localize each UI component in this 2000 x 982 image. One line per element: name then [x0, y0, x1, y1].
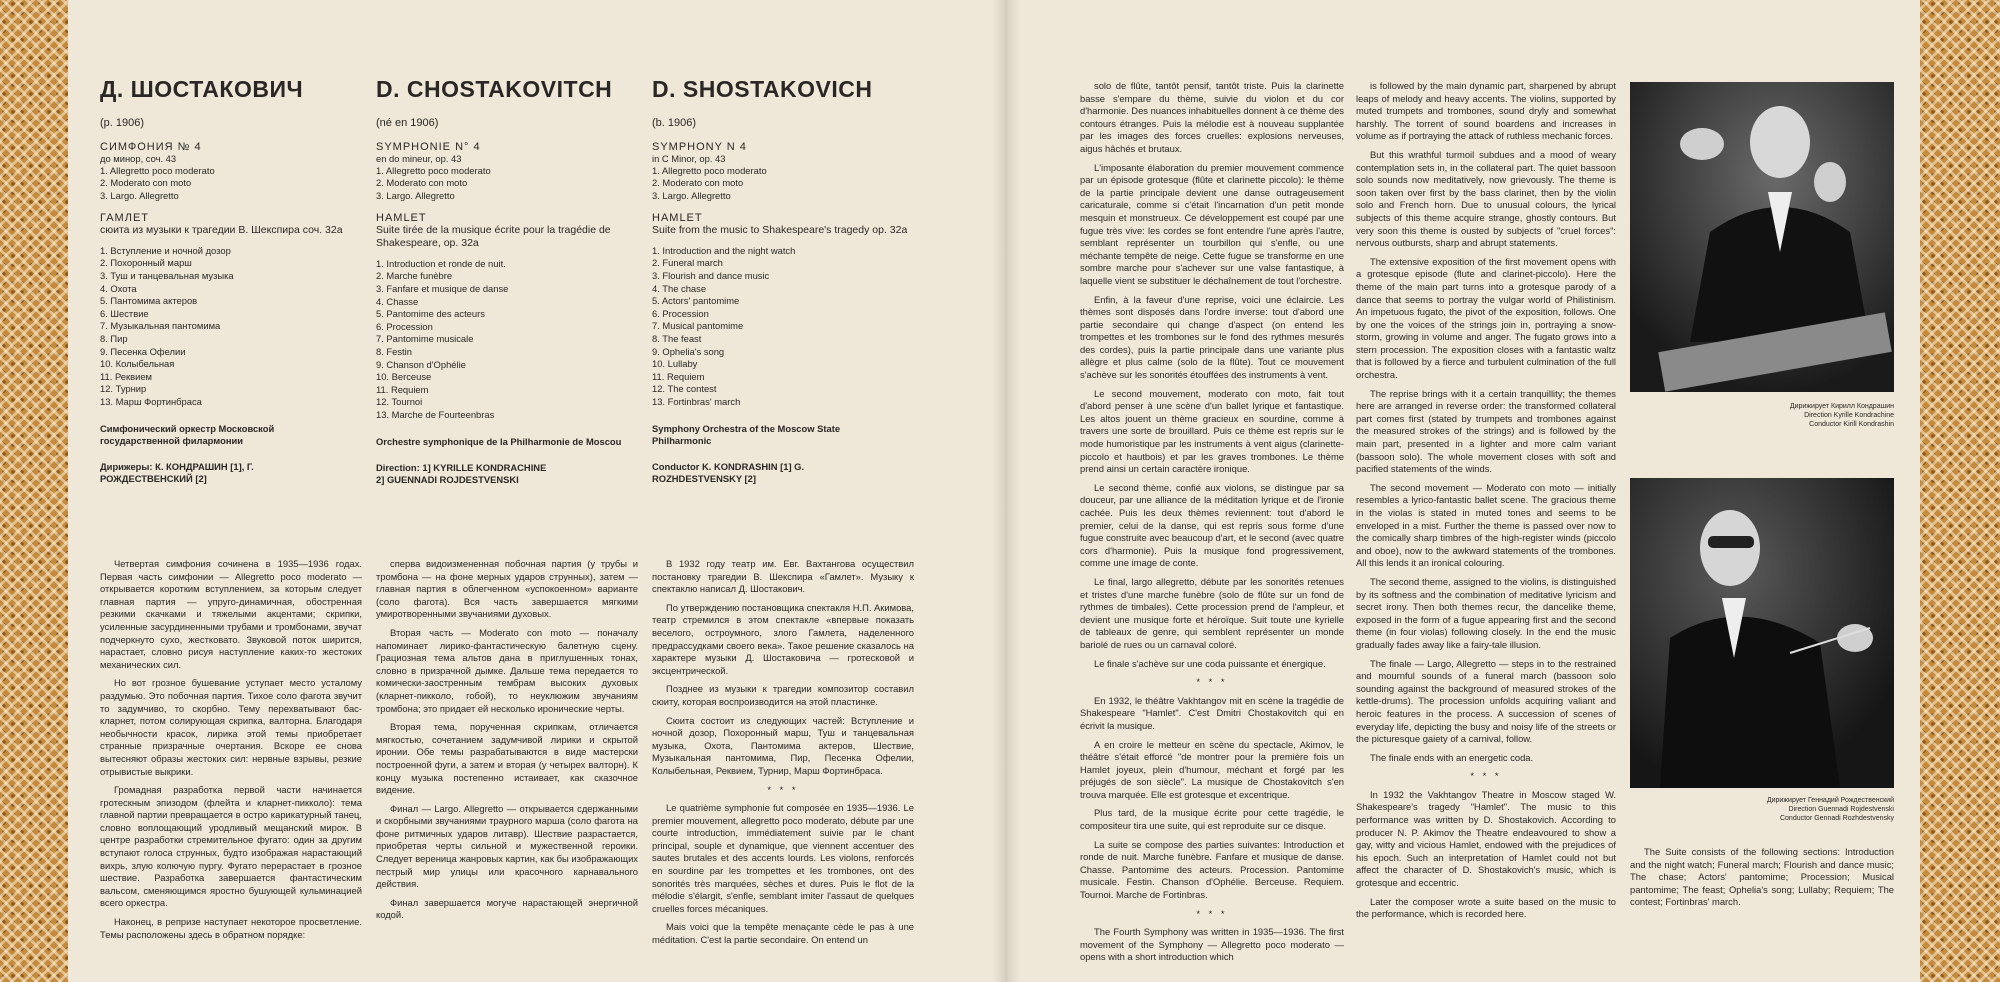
- text-column-ru-2: [376, 558, 638, 921]
- suite-item: 1. Introduction and the night watch: [652, 244, 796, 256]
- movement-list: [652, 165, 914, 202]
- center-fold: [992, 0, 1020, 982]
- orchestra-credit: Симфонический оркестр Московской государственной филармонии: [100, 422, 275, 446]
- suite-list: [100, 245, 362, 409]
- suite-item: 9. Песенка Офелии: [100, 345, 186, 357]
- conductors-credit: Дирижеры: К. КОНДРАШИН [1], Г. РОЖДЕСТВЕНСКИЙ [2]: [100, 460, 254, 485]
- suite-item: 6. Procession: [376, 320, 433, 332]
- caption-line: Conductor Gennadi Rozhdestvensky: [1779, 815, 1894, 822]
- suite-item: 11. Реквием: [100, 370, 152, 382]
- suite-item: 8. Festin: [376, 345, 412, 357]
- suite-item: 7. Musical pantomime: [652, 320, 744, 332]
- col-en: [652, 76, 914, 485]
- birth-year: (né en 1906): [376, 117, 439, 129]
- suite-item: 11. Requiem: [652, 370, 705, 382]
- movement-item: 1. Allegretto poco moderato: [652, 165, 767, 177]
- composer-heading: Д. ШОСТАКОВИЧ: [100, 76, 304, 102]
- movement-item: 2. Moderato con moto: [652, 177, 744, 189]
- hamlet-title: HAMLET: [376, 211, 427, 224]
- col-ru: [100, 76, 362, 485]
- suite-item: 8. Пир: [100, 332, 128, 344]
- suite-item: 13. Fortinbras' march: [652, 395, 741, 407]
- movement-item: 1. Allegretto poco moderato: [100, 165, 215, 177]
- movement-item: 3. Largo. Allegretto: [652, 189, 731, 201]
- movement-item: 3. Largo. Allegretto: [376, 189, 455, 201]
- symphony-title: СИМФОНИЯ № 4: [100, 141, 202, 153]
- paragraph: The extensive exposition of the first movement opens with a grotesque episode (flute and clarinet-piccolo). Here the theme of the main part turns into a grotesque parody of a dance that seems to portray the vulgar world of Philistinism. An impetuous fugato, the pivot of the exposition, follows. One by one the voices of the strings join in, portraying a snow-storm, growing in volume and anger. The fugato grows into a stern procession. The exposition closes with a fantastic waltz that is followed by a fierce and turbulent culmination of the full orchestra.: [1356, 255, 1616, 381]
- suite-item: 5. Пантомима актеров: [100, 295, 198, 307]
- photo-caption-2: [1694, 796, 1894, 823]
- caption-line: Дирижирует Кирилл Кондрашин: [1789, 403, 1894, 410]
- section-separator: * * *: [767, 783, 799, 795]
- paragraph: En 1932, le théâtre Vakhtangov mit en scène la tragédie de Shakespeare "Hamlet". C'est Dmitri Chostakovitch qui en écrivit la musique.: [1080, 694, 1344, 731]
- hamlet-title: HAMLET: [652, 211, 703, 224]
- paragraph: L'imposante élaboration du premier mouvement commence par un épisode grotesque (flûte et clarinette piccolo): le thème de la partie principale devient une danse outrageusement caricaturale, comme si c'était l'incarnation d'un petit monde mesquin et monstrueux. Ce développement est coupé par une fugue très vive: les cordes se font entendre l'une après l'autre, semblant représenter un tourbillon qui s'enfle, ou une méchante tempête de neige. Cette fugue se transforme en une sombre marche pour s'achever sur une valse fantastique, à laquelle vient se substituer le déchaînement de tout l'orchestre.: [1080, 161, 1344, 286]
- paragraph: solo de flûte, tantôt pensif, tantôt triste. Puis la clarinette basse s'empare du thème, suivie du violon et du cor d'harmonie. Des nuances inhabituelles donnent à ce thème des contours étranges. Puis la mélodie est à nouveau supplantée par les images des forces cruelles: explosions nerveuses, aigus hâchés et brutaux.: [1080, 80, 1344, 154]
- paragraph: Le final, largo allegretto, débute par les sonorités retenues et tristes d'une marche funèbre (solo de flûte sur un fond de rythmes de timbales). Cette procession prend de l'ampleur, et devient une musique forte et héroïque. Suit toute une kyrielle de tableaux de genre, qui semblent représenter un monde bariolé de rues ou un carnaval coloré.: [1080, 575, 1344, 650]
- suite-item: 4. The chase: [652, 282, 707, 294]
- movement-item: 2. Moderato con moto: [376, 177, 468, 189]
- orchestra-credit: Orchestre symphonique de la Philharmonie de Moscou: [376, 435, 622, 447]
- paragraph: La suite se compose des parties suivantes: Introduction et ronde de nuit. Marche funèbre. Fanfare et musique de danse. Chasse. Pantomime des acteurs. Procession. Pantomime musicale. Festin. Chanson d'Ophélie. Berceuse. Requiem. Tournoi. Marche de Fortinbras.: [1080, 838, 1344, 901]
- paragraph: Финал — Largo. Allegretto — открывается сдержанными и скорбными звучаниями траурного марша (соло фагота на фоне ритмичных ударов литавр). Шествие разрастается, приобретая черты сильной и мужественной героики. Следует вереница жанровых картин, как бы изображающих пестрый мир улицы или красочного карнавального действия.: [376, 802, 638, 890]
- paragraph: Вторая тема, порученная скрипкам, отличается мягкостью, сочетанием задумчивой лирики и скрытой иронии. Обе темы разрабатываются в виде мастерски построенной фуги, а затем и вторая (у четырех валторн). К концу музыка постепенно истаивает, как сказочное видение.: [376, 721, 638, 796]
- composer-heading: D. SHOSTAKOVICH: [652, 76, 873, 102]
- paragraph: Plus tard, de la musique écrite pour cette tragédie, le compositeur tira une suite, qui est reproduite sur ce disque.: [1080, 807, 1344, 832]
- orchestra-credit: Symphony Orchestra of the Moscow State Philharmonic: [652, 422, 841, 446]
- caption-line: Direction Guennadi Rojdestvenski: [1788, 806, 1894, 813]
- paragraph: Le second mouvement, moderato con moto, fait tout d'abord penser à une scène d'un ballet lyrique et fantastique. Les altos jouent un thème gracieux en sourdine, comme à travers une sorte de brouillard. Puis ce thème est repris sur le mode humoristique par les instruments à vent aigus (clarinette-piccolo et hautbois) et par les graves trombones. Le thème prend ainsi un certain caractère ironique.: [1080, 387, 1344, 475]
- suite-item: 9. Ophelia's song: [652, 345, 725, 357]
- suite-item: 8. The feast: [652, 332, 702, 344]
- suite-item: 3. Flourish and dance music: [652, 270, 770, 281]
- paragraph: But this wrathful turmoil subdues and a mood of weary contemplation sets in, in the collateral part. The quiet bassoon solo sounds now meditatively, now grievously. The theme is soon taken over first by the bass clarinet, then by the violin solo and French horn. Due to unusual colours, the lyrical subjects of this theme acquire strange, ghostly contours. But very soon this theme is ousted by subjects of "cruel forces": nervous outbursts, sharp and abrupt statements.: [1356, 148, 1616, 249]
- paragraph: сперва видоизмененная побочная партия (у трубы и тромбона — на фоне мерных ударов струнных), затем — главная партия в облегченном «успокоенном» варианте (соло фагота). Вся часть завершается мягкими умиротворенными звучаниями духовых.: [376, 558, 638, 620]
- paragraph: Наконец, в репризе наступает некоторое просветление. Темы расположены здесь в обратном порядке:: [100, 916, 362, 940]
- paragraph: The Suite consists of the following sections: Introduction and the night watch; Funeral march; Flourish and dance music; The chase; Actors' pantomime; Procession; Musical pantomime; The feast; Ophelia's song; Lullaby; Requiem; The contest; Fortinbras' march.: [1630, 846, 1894, 908]
- suite-item: 7. Музыкальная пантомима: [100, 320, 221, 332]
- suite-item: 7. Pantomime musicale: [376, 333, 474, 345]
- suite-item: 10. Berceuse: [376, 371, 432, 383]
- paragraph: Enfin, à la faveur d'une reprise, voici une éclaircie. Les thèmes sont disposés dans l'ordre inverse: tout d'abord une partie secondaire qui change d'aspect (on entend les trompettes et les trombones sur le fond des rythmes mesurés des cordes), puis la partie principale dans une variante plus allègre et plus calme (solo de la flûte). Tout ce mouvement s'achève sur les sonorités étouffées des instruments à vent.: [1080, 293, 1344, 381]
- paragraph: Le quatrième symphonie fut composée en 1935—1936. Le premier mouvement, allegretto poco moderato, débute par une courte introduction, immédiatement suivie par le chant principal, souple et dynamique, que viennent accentuer des sautes brutales et des accents lourds. Les violons, renforcés en sourdine par les trompettes et les trombones, ont des sonorités très marquées, sèches et dures. Puis le flot de la mélodie s'élargit, s'enfle, semblant imiter l'assaut de quelques cruelles forces mécaniques.: [652, 802, 914, 914]
- suite-item: 12. The contest: [652, 383, 717, 395]
- hamlet-title: ГАМЛЕТ: [100, 211, 149, 224]
- conductors-credit: Conductor K. KONDRASHIN [1] G. ROZHDESTVENSKY [2]: [652, 460, 805, 485]
- paragraph: Later the composer wrote a suite based on the music to the performance, which is recorded here.: [1356, 895, 1616, 920]
- suite-item: 5. Pantomime des acteurs: [376, 308, 485, 320]
- suite-list: [376, 258, 638, 422]
- suite-item: 5. Actors' pantomime: [652, 295, 740, 307]
- paragraph: Сюита состоит из следующих частей: Вступление и ночной дозор, Похоронный марш, Туш и танцевальная музыка, Охота, Пантомима актеров, Шествие, Музыкальная пантомима, Пир, Песенка Офелии, Колыбельная, Реквием, Турнир, Марш Фортинбраса.: [652, 714, 914, 776]
- caption-line: Дирижирует Геннадий Рождественский: [1766, 797, 1894, 804]
- suite-item: 12. Tournoi: [376, 396, 423, 408]
- suite-item: 9. Chanson d'Ophélie: [376, 358, 466, 370]
- suite-item: 3. Туш и танцевальная музыка: [100, 270, 234, 281]
- suite-item: 2. Похоронный марш: [100, 257, 192, 269]
- col-fr: [376, 76, 638, 486]
- movement-item: 3. Largo. Allegretto: [100, 189, 179, 201]
- paragraph: The second movement — Moderato con moto — initially resembles a lyrico-fantastic ballet scene. The gracious theme in the violas is stated in muted tones and seems to be enveloped in a mist. Further the theme is passed over now to the comically sharp timbres of the high-register winds (piccolo and oboe), now to the awkward statements of the trombones. All this lends it an ironical colouring.: [1356, 481, 1616, 569]
- paragraph: Четвертая симфония сочинена в 1935—1936 годах. Первая часть симфонии — Allegretto poco moderato — открывается коротким вступлением, за которым следует главная партия — упруго-динамичная, обостренная резкими скачками и тяжелыми акцентами; скрипки, усиленные засурдиненными трубами и тромбонами, звучат подчеркнуто сухо, жестковато. Звуковой поток ширится, нарастает, словно рисуя наступление каких-то жестоких механических сил.: [100, 558, 362, 670]
- suite-item: 6. Procession: [652, 307, 709, 319]
- paragraph: В 1932 году театр им. Евг. Вахтангова осуществил постановку трагедии В. Шекспира «Гамлет». Музыку к спектаклю написал Д. Шостакович.: [652, 558, 914, 595]
- symphony-key: en do mineur, op. 43: [376, 153, 462, 164]
- paragraph: The finale — Largo, Allegretto — steps in to the restrained and mournful sounds of a funeral march (bassoon solo sounding against the background of measured strokes of the kettle-drums). The procession unfolds acquiring valiant and heroic features in the process. A succession of scenes of everyday life, depicting the busy and noisy life of the streets or the picturesque gaiety of a carnival, follow.: [1356, 657, 1616, 745]
- paragraph: Mais voici que la tempête menaçante cède le pas à une méditation. C'est la partie secondaire. On entend un: [652, 921, 914, 946]
- symphony-title: SYMPHONIE N° 4: [376, 141, 481, 153]
- birth-year: (b. 1906): [652, 117, 697, 129]
- suite-item: 1. Вступление и ночной дозор: [100, 244, 231, 256]
- suite-item: 1. Introduction et ronde de nuit.: [376, 257, 506, 269]
- suite-description: сюита из музыки к трагедии В. Шекспира соч. 32а: [100, 223, 343, 236]
- conductor-photo-rozhdestvensky: [1630, 478, 1894, 788]
- paragraph: Громадная разработка первой части начинается гротескным эпизодом (флейта и кларнет-пикколо): тема главной партии превращается в остро карикатурный танец, словно воплощающий уродливый мещанский мирок. В центре разработки стремительное фугато: один за другим вступают голоса струнных, будто изображая нарастающий вихрь, злую колючую пургу. Фугато перерастает в грозное шествие. Разработка завершается фантастическим вальсом, сменяющимся яростно бушующей кульминацией всего оркестра.: [100, 784, 362, 909]
- section-separator: * * *: [1196, 676, 1228, 688]
- suite-item: 2. Marche funèbre: [376, 270, 453, 282]
- paragraph: Le second thème, confié aux violons, se distingue par sa douceur, par une alliance de la méditation lyrique et de l'ironie cachée. Puis les deux thèmes reviennent: tout d'abord le premier, celui de la danse, qui est repris sous forme d'une fugue construite avec beaucoup d'art, et le second (avec quatre cors d'harmonie). Puis la musique fond progressivement, comme une image de conte.: [1080, 481, 1344, 569]
- suite-item: 3. Fanfare et musique de danse: [376, 283, 509, 294]
- paragraph: По утверждению постановщика спектакля Н.П. Акимова, театр стремился в этом спектакле «впервые показать веселого, остроумного, злого Гамлета, наделенного предрассудками своего века». Такое решение сказалось на характере музыки Д. Шостаковича — гротесковой и эксцентрической.: [652, 601, 914, 676]
- suite-item: 4. Охота: [100, 282, 137, 294]
- suite-list: [652, 245, 914, 409]
- suite-item: 13. Marche de Fourteenbras: [376, 408, 495, 420]
- paragraph: Но вот грозное бушевание уступает место усталому раздумью. Это побочная партия. Тихое соло фагота звучит то задумчиво, то скорбно. Тему перехватывают бас-кларнет, потом солирующая скрипка, валторна. Благодаря необычности красок, лирика этой темы приобретает странные призрачные очертания. Вскоре ее снова вытесняют образы жестоких сил: нервные взрывы, резкие отрывистые выкрики.: [100, 677, 362, 777]
- symphony-title: SYMPHONY N 4: [652, 141, 747, 153]
- paragraph: A en croire le metteur en scène du spectacle, Akimov, le théâtre s'était efforcé "de montrer pour la première fois un Hamlet joyeux, plein d'humour, méchant et forgé par les préjugés de son siècle". La musique de Chostakovitch s'en trouva marquée. Elle est grotesque et excentrique.: [1080, 738, 1344, 800]
- text-column-fr: [1080, 80, 1344, 963]
- paragraph: The Fourth Symphony was written in 1935—1936. The first movement of the Symphony — Allegretto poco moderato — opens with a short introduction which: [1080, 926, 1344, 963]
- paragraph: Вторая часть — Moderato con moto — поначалу напоминает лирико-фантастическую балетную сцену. Грациозная тема альтов дана в приглушенных тонах, словно в призрачной дымке. Дальше тема передается то комически-заостренным тембрам высоких духовых (кларнет-пикколо, гобой), то неуклюжим звучаниям тромбона; это придает ей несколько иронические черты.: [376, 626, 638, 714]
- photo-caption-1: [1694, 402, 1894, 429]
- suite-description: Suite from the music to Shakespeare's tragedy op. 32a: [652, 223, 908, 236]
- movement-list: [376, 165, 638, 202]
- left-ornament-border: [0, 0, 68, 982]
- paragraph: The second theme, assigned to the violins, is distinguished by its softness and the combination of meditative lyricism and secret irony. Then both themes recur, the dancelike theme, exposed in the form of a fugue appearing first and the second theme (in four violas) following closely. In the end the music gradually fades away like a fairy-tale illusion.: [1356, 575, 1616, 650]
- caption-line: Direction Kyrille Kondrachine: [1804, 412, 1894, 419]
- conductors-credit: Direction: 1] KYRILLE KONDRACHINE 2] GUENNADI ROJDESTVENSKI: [376, 461, 547, 485]
- suite-item: 2. Funeral march: [652, 257, 723, 269]
- paragraph: Le finale s'achève sur une coda puissante et énergique.: [1094, 657, 1326, 669]
- composer-heading: D. CHOSTAKOVITCH: [376, 76, 613, 102]
- text-column-en: [1356, 80, 1616, 920]
- section-separator: * * *: [1470, 770, 1502, 782]
- movement-item: 2. Moderato con moto: [100, 177, 192, 189]
- suite-item: 13. Марш Фортинбраса: [100, 395, 202, 407]
- conductor-photo-kondrashin: [1630, 82, 1894, 392]
- section-separator: * * *: [1196, 907, 1228, 919]
- movement-item: 1. Allegretto poco moderato: [376, 165, 491, 177]
- symphony-key: in C Minor, op. 43: [652, 153, 726, 164]
- suite-item: 4. Chasse: [376, 295, 419, 307]
- symphony-key: до минор, соч. 43: [100, 153, 177, 164]
- suite-item: 12. Турнир: [100, 383, 147, 395]
- movement-list: [100, 165, 362, 202]
- right-ornament-border: [1920, 0, 2000, 982]
- paragraph: Финал завершается могуче нарастающей энергичной кодой.: [376, 896, 638, 921]
- conductor-portrait-image: [1630, 478, 1894, 788]
- text-column-ru-fr: [652, 558, 914, 946]
- suite-item: 10. Lullaby: [652, 358, 698, 370]
- caption-line: Conductor Kirill Kondrashin: [1809, 421, 1894, 428]
- paragraph: Позднее из музыки к трагедии композитор составил сюиту, которая воспроизводится на этой пластинке.: [652, 683, 914, 707]
- paragraph: is followed by the main dynamic part, sharpened by abrupt leaps of melody and heavy accents. The violins, supported by muted trumpets and trombones, sound dryly and somewhat harshly. The torrent of sound boardens and increases in volume as if portraying the attack of ruthless mechanic forces.: [1356, 80, 1616, 142]
- text-column-ru-1: [100, 558, 362, 940]
- suite-item: 11. Requiem: [376, 383, 429, 395]
- paragraph: The reprise brings with it a certain tranquillity; the themes here are arranged in reverse order: the transformed collateral part comes first (stated by trumpets and trombones against the measured strokes of the strings) and is followed by the main part, presented in a lighter and more calm variant (bassoon solo). The whole movement closes with soft and pacified statements of the winds.: [1356, 387, 1616, 475]
- paragraph: The finale ends with an energetic coda.: [1370, 751, 1534, 763]
- suite-description: Suite tirée de la musique écrite pour la tragédie de Shakespeare, op. 32a: [376, 223, 611, 249]
- paragraph: In 1932 the Vakhtangov Theatre in Moscow staged W. Shakespeare's tragedy "Hamlet". The music to this performance was written by D. Shostakovich. According to producer N. P. Akimov the Theatre endeavoured to show a gay, witty and vicious Hamlet, endowed with the prejudices of his epoch. Such an interpretation of Hamlet could not but affect the character of D. Shostakovich's music, which is grotesque and eccentric.: [1356, 788, 1616, 889]
- birth-year: (р. 1906): [100, 117, 145, 129]
- suite-item: 10. Колыбельная: [100, 358, 175, 370]
- conductor-portrait-image: [1630, 82, 1894, 392]
- suite-item: 6. Шествие: [100, 307, 149, 319]
- text-suite-en: [1630, 846, 1894, 906]
